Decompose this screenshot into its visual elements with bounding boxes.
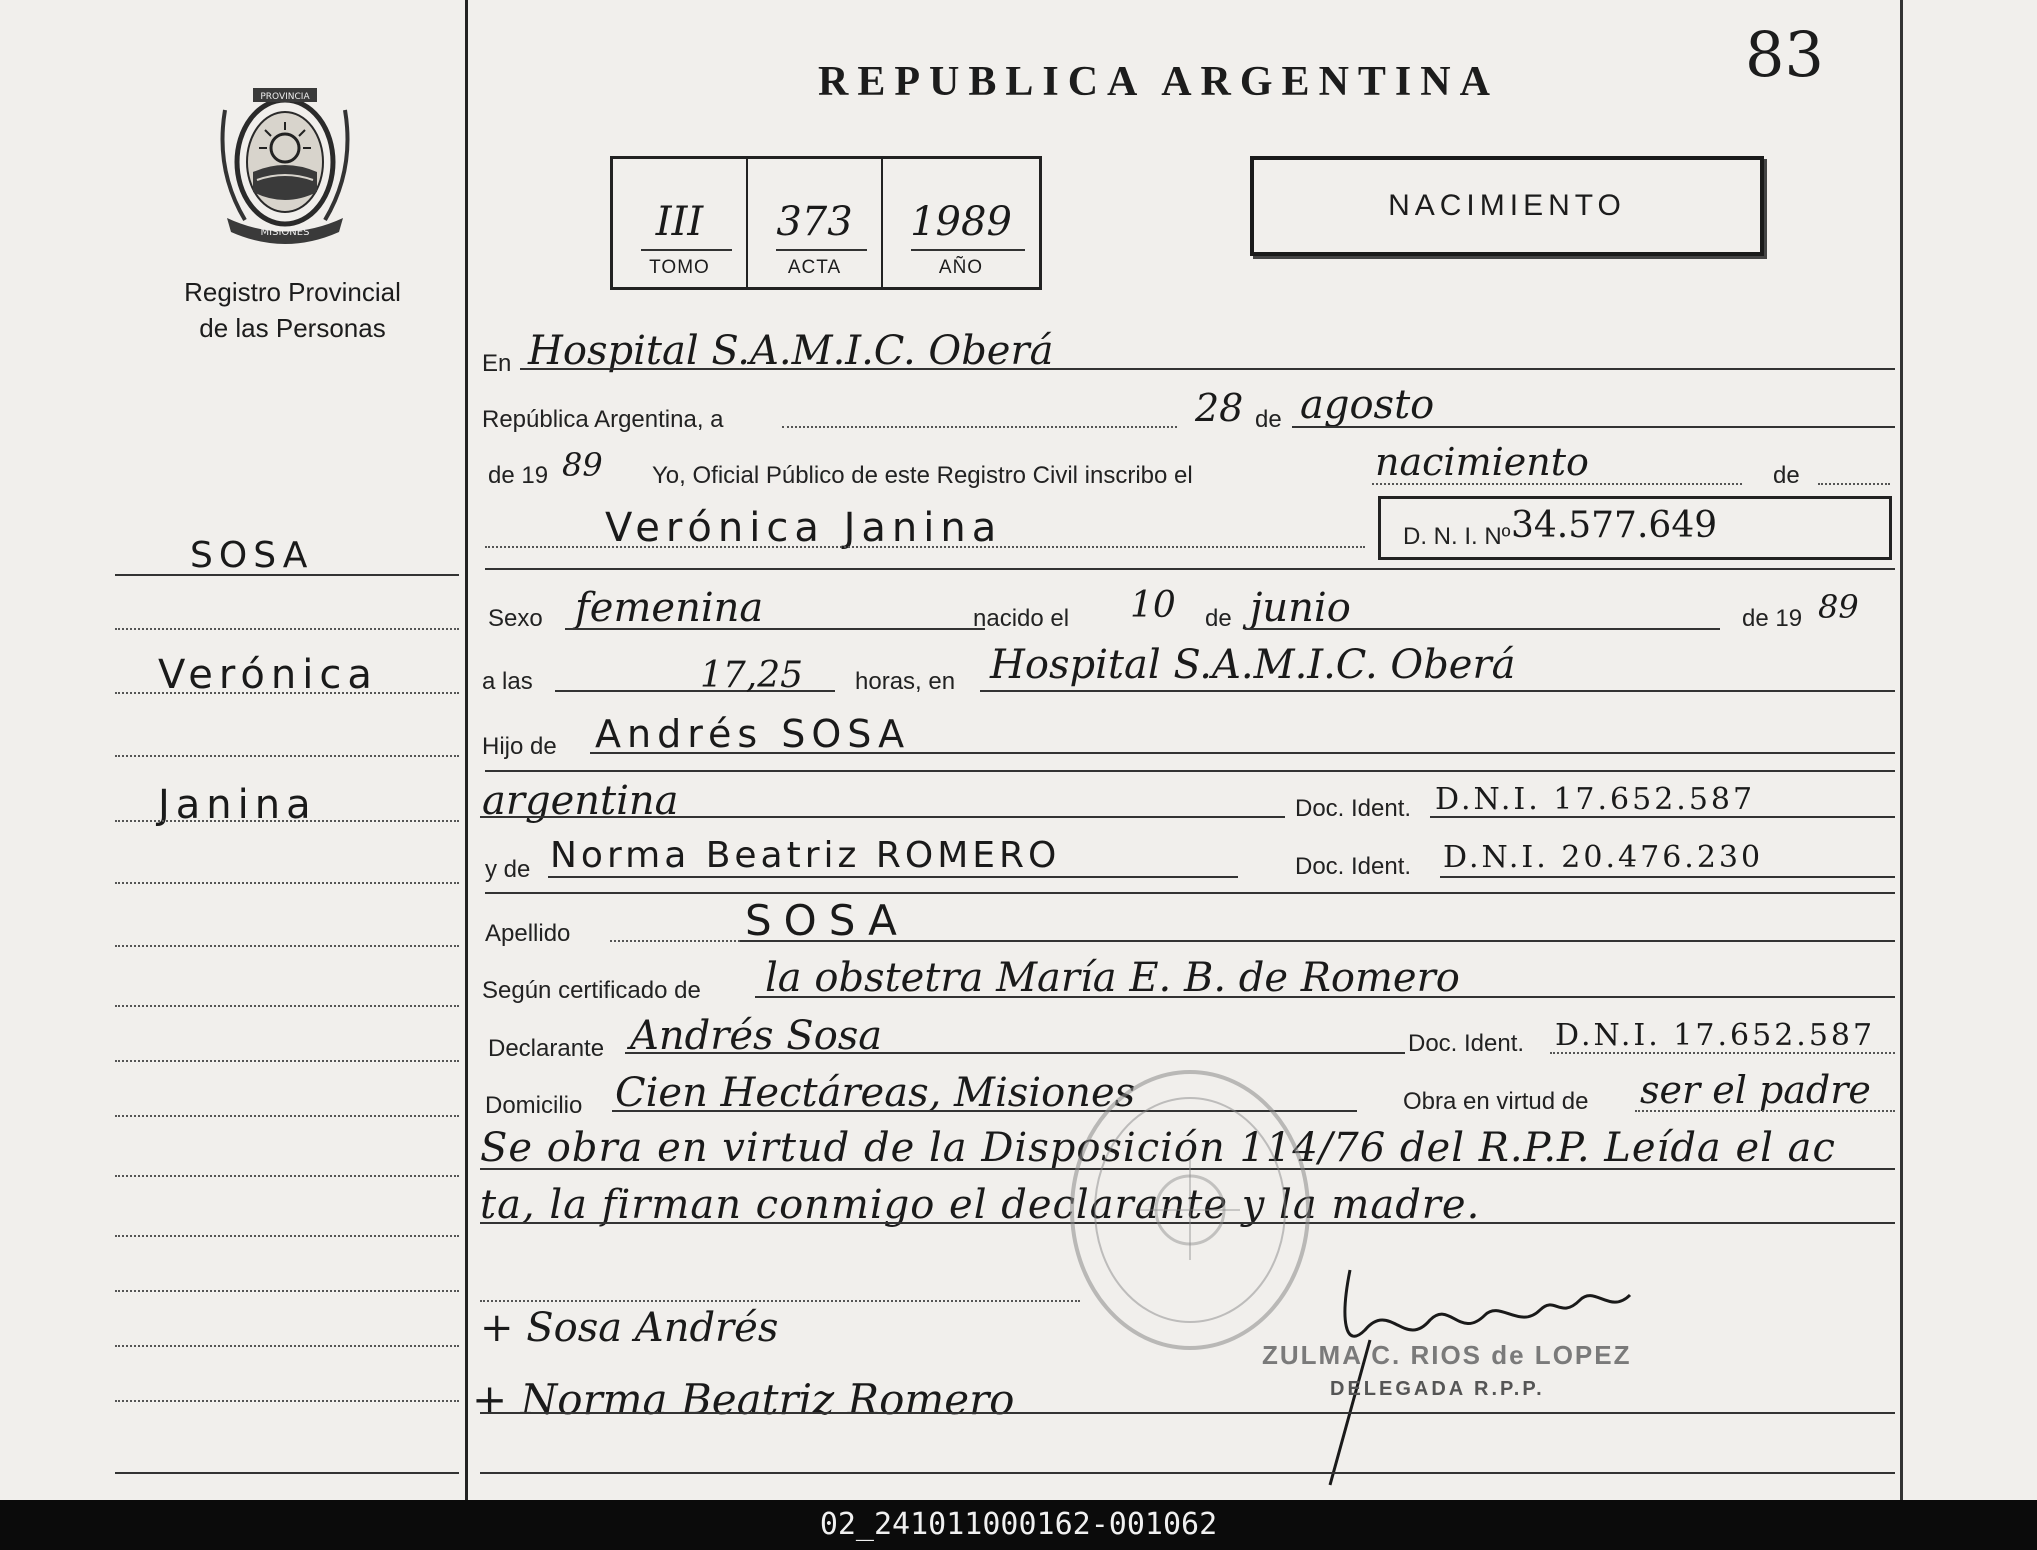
anio-underline	[911, 249, 1025, 251]
acta-underline	[776, 249, 867, 251]
label-sexo: Sexo	[488, 605, 543, 632]
coat-of-arms-seal	[205, 80, 365, 250]
tomo-value: III	[655, 199, 704, 245]
value-obra-en-virtud: ser el padre	[1640, 1068, 1871, 1112]
line-certificado	[755, 996, 1895, 998]
value-nota-2: ta, la firman conmigo el declarante y la madre.	[480, 1182, 1481, 1228]
margin-dotline-9	[115, 1060, 459, 1062]
signature-declarante: + Sosa Andrés	[480, 1305, 779, 1351]
registry-line-2: de las Personas	[199, 313, 386, 343]
label-de-mes: de	[1205, 605, 1232, 632]
label-domicilio: Domicilio	[485, 1092, 583, 1119]
line-padre	[590, 752, 1895, 754]
dotline-tipo-acto	[1372, 483, 1742, 485]
seal-top-text: PROVINCIA	[260, 92, 310, 102]
value-certificado: la obstetra María E. B. de Romero	[765, 955, 1460, 1001]
anio-cell	[883, 159, 1039, 287]
left-column-border	[465, 0, 468, 1500]
registry-line-1: Registro Provincial	[184, 277, 401, 307]
line-madre	[548, 876, 1238, 878]
dotline-declarante-doc	[1550, 1052, 1895, 1054]
footer-document-id: 02_241011000162-001062	[0, 1500, 2037, 1550]
value-nota-1: Se obra en virtud de la Disposición 114/76 del R.P.P. Leída el ac	[480, 1125, 1836, 1171]
label-segun: Según certificado de	[482, 977, 701, 1004]
tomo-label: TOMO	[649, 257, 710, 278]
margin-surname: SOSA	[190, 535, 314, 576]
dotline-bottom-1	[480, 1300, 1080, 1302]
margin-line-16	[115, 1472, 459, 1474]
acta-value: 373	[776, 199, 853, 245]
label-a-las: a las	[482, 668, 533, 695]
label-republica: República Argentina, a	[482, 406, 724, 433]
value-mes: agosto	[1300, 382, 1435, 428]
value-tipo-acto: nacimiento	[1375, 440, 1589, 484]
official-name: ZULMA C. RIOS de LOPEZ	[1262, 1340, 1632, 1370]
line-padre-2	[485, 770, 1895, 772]
value-declarante: Andrés Sosa	[630, 1013, 883, 1059]
value-anio-suffix: 89	[562, 446, 603, 484]
acta-cell	[748, 159, 883, 287]
line-lugar-nac	[980, 690, 1895, 692]
value-apellido: SOSA	[745, 896, 909, 945]
label-de-end: de	[1773, 462, 1800, 489]
margin-dotline-4	[115, 755, 459, 757]
value-madre-doc: D.N.I. 20.476.230	[1443, 840, 1764, 875]
value-madre: Norma Beatriz ROMERO	[550, 835, 1061, 876]
label-en: En	[482, 350, 512, 377]
acta-label: ACTA	[787, 257, 842, 278]
official-title: DELEGADA R.P.P.	[1330, 1378, 1545, 1400]
value-declarante-doc: D.N.I. 17.652.587	[1555, 1018, 1876, 1053]
value-sexo: femenina	[575, 585, 764, 631]
value-domicilio: Cien Hectáreas, Misiones	[615, 1070, 1136, 1116]
line-under-dni	[485, 568, 1895, 570]
line-bottom-3	[480, 1472, 1895, 1474]
label-dni: D. N. I. Nº	[1403, 523, 1511, 550]
registry-title	[150, 274, 435, 346]
label-de-19: de 19	[1742, 605, 1803, 632]
line-sexo	[565, 628, 985, 630]
official-signature-scribble	[1310, 1260, 1670, 1490]
margin-dotline-8	[115, 1005, 459, 1007]
label-doc-ident-madre: Doc. Ident.	[1295, 853, 1412, 880]
country-header: REPUBLICA ARGENTINA	[818, 59, 1499, 105]
margin-dotline-5	[115, 820, 459, 822]
value-dia: 28	[1195, 386, 1244, 430]
anio-label: AÑO	[938, 257, 984, 278]
line-mes	[1292, 426, 1895, 428]
margin-line-1	[115, 574, 459, 576]
dotline-republica	[782, 426, 1177, 428]
dotline-nombre	[485, 546, 1365, 548]
value-nacionalidad: argentina	[482, 778, 679, 824]
value-padre-doc: D.N.I. 17.652.587	[1435, 782, 1756, 817]
label-doc-ident-declarante: Doc. Ident.	[1408, 1030, 1525, 1057]
label-doc-ident-padre: Doc. Ident.	[1295, 795, 1412, 822]
dotline-obra	[1635, 1110, 1895, 1112]
value-mes-nac: junio	[1250, 585, 1351, 631]
document-type: NACIMIENTO	[1388, 189, 1626, 222]
margin-dotline-15	[115, 1400, 459, 1402]
label-declarante: Declarante	[488, 1035, 605, 1062]
label-de-dia: de	[1255, 406, 1282, 433]
margin-dotline-7	[115, 945, 459, 947]
line-padre-doc	[1430, 816, 1895, 818]
line-mes-nac	[1245, 628, 1720, 630]
label-nacido-el: nacido el	[973, 605, 1070, 632]
line-apellido	[740, 940, 1895, 942]
margin-dotline-11	[115, 1175, 459, 1177]
tomo-underline	[641, 249, 732, 251]
label-de-anio: de 19	[488, 462, 549, 489]
value-hora: 17,25	[700, 655, 804, 696]
label-horas-en: horas, en	[855, 668, 956, 695]
value-padre: Andrés SOSA	[595, 712, 911, 756]
margin-name-2: Janina	[158, 782, 317, 828]
line-madre-2	[485, 892, 1895, 894]
margin-dotline-10	[115, 1115, 459, 1117]
page-number: 83	[1745, 18, 1824, 91]
margin-dotline-12	[115, 1235, 459, 1237]
document-type-box	[1250, 156, 1764, 256]
label-hijo-de: Hijo de	[482, 733, 557, 760]
label-y-de: y de	[485, 856, 531, 883]
line-en	[520, 368, 1895, 370]
value-dia-nac: 10	[1130, 585, 1176, 626]
line-declarante	[625, 1052, 1405, 1054]
dotline-apellido	[610, 940, 740, 942]
value-nombre-inscripto: Verónica Janina	[605, 505, 1003, 551]
label-yo-oficial: Yo, Oficial Público de este Registro Civil inscribo el	[652, 462, 1193, 489]
margin-name-1: Verónica	[158, 652, 378, 698]
anio-value: 1989	[910, 199, 1012, 245]
margin-dotline-2	[115, 628, 459, 630]
line-madre-doc	[1440, 876, 1895, 878]
value-anio-nac-suffix: 89	[1818, 588, 1859, 626]
signature-madre: + Norma Beatriz Romero	[472, 1375, 1015, 1424]
margin-dotline-6	[115, 882, 459, 884]
value-dni-numero: 34.577.649	[1511, 505, 1718, 546]
margin-dotline-14	[115, 1345, 459, 1347]
tomo-cell	[613, 159, 748, 287]
line-bottom-2	[480, 1412, 1895, 1414]
value-lugar-nac: Hospital S.A.M.I.C. Oberá	[990, 642, 1516, 688]
record-box	[610, 156, 1042, 290]
margin-dotline-3	[115, 692, 459, 694]
margin-dotline-13	[115, 1290, 459, 1292]
label-obra-en-virtud: Obra en virtud de	[1403, 1088, 1589, 1115]
official-stamp	[1060, 1060, 1320, 1360]
dotline-de-end	[1818, 483, 1890, 485]
label-apellido: Apellido	[485, 920, 571, 947]
right-page-border	[1900, 0, 1903, 1500]
seal-bottom-text: MISIONES	[260, 227, 310, 238]
line-nacionalidad	[480, 816, 1285, 818]
dni-box	[1378, 496, 1892, 560]
value-lugar: Hospital S.A.M.I.C. Oberá	[528, 328, 1054, 374]
